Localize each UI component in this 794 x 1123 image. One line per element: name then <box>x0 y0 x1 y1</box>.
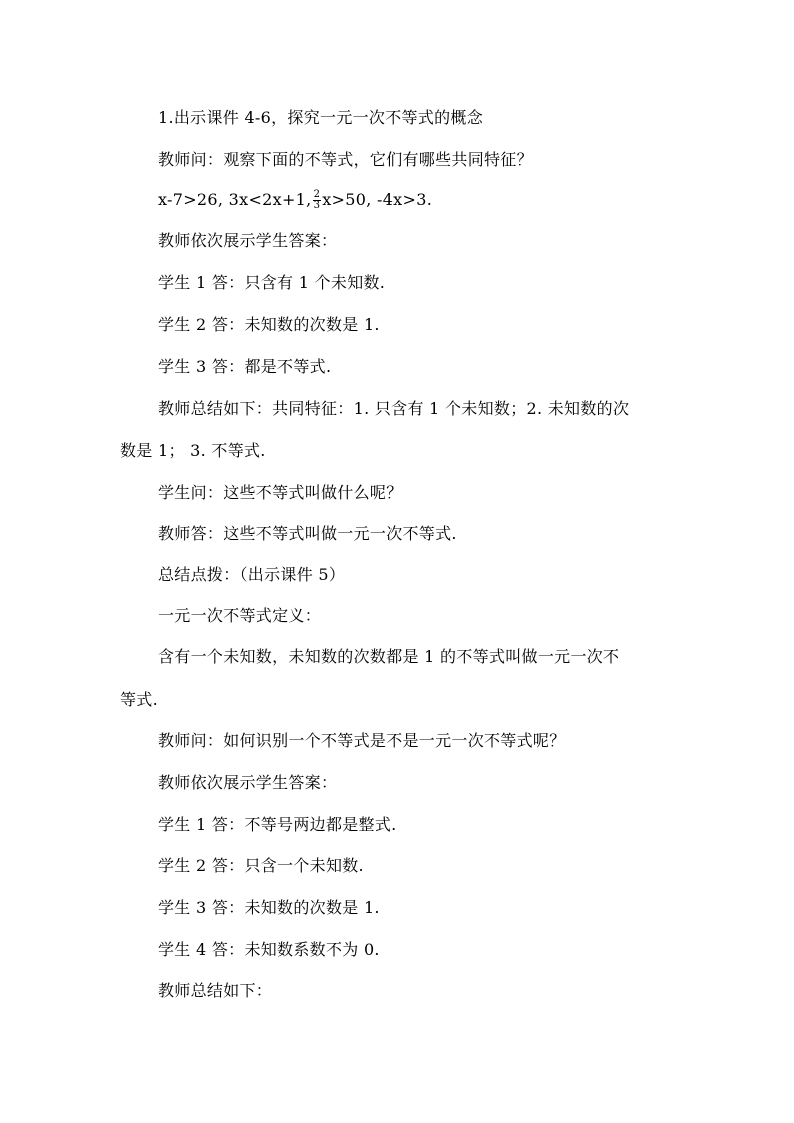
paragraph: 学生 3 答：未知数的次数是 1. <box>158 898 380 917</box>
formula-part: x-7>26, 3x<2x+1, <box>158 190 312 209</box>
paragraph: 教师答：这些不等式叫做一元一次不等式. <box>158 524 457 543</box>
paragraph: 教师依次展示学生答案： <box>158 773 338 792</box>
paragraph-continuation: 等式. <box>120 690 158 709</box>
inequality-formula <box>158 190 432 211</box>
section-heading: 1.出示课件 4-6，探究一元一次不等式的概念 <box>158 108 484 127</box>
paragraph: 学生 4 答：未知数系数不为 0. <box>158 940 380 959</box>
paragraph: 教师问：观察下面的不等式，它们有哪些共同特征？ <box>158 150 533 169</box>
paragraph: 教师总结如下：共同特征：1. 只含有 1 个未知数；2. 未知数的次 <box>158 399 630 418</box>
paragraph: 学生 1 答：不等号两边都是整式. <box>158 815 397 834</box>
paragraph: 含有一个未知数，未知数的次数都是 1 的不等式叫做一元一次不 <box>158 647 620 666</box>
formula-part: x>50, -4x>3. <box>322 190 433 209</box>
paragraph: 学生问：这些不等式叫做什么呢？ <box>158 483 403 502</box>
paragraph: 学生 3 答：都是不等式. <box>158 357 332 376</box>
paragraph: 教师依次展示学生答案： <box>158 231 338 250</box>
paragraph: 学生 2 答：未知数的次数是 1. <box>158 315 380 334</box>
paragraph-continuation: 数是 1； 3. 不等式. <box>120 441 266 460</box>
paragraph: 教师问：如何识别一个不等式是不是一元一次不等式呢？ <box>158 731 566 750</box>
fraction <box>313 190 322 211</box>
paragraph: 总结点拨：（出示课件 5） <box>158 565 346 584</box>
definition-heading: 一元一次不等式定义： <box>158 606 322 625</box>
paragraph: 学生 1 答：只含有 1 个未知数. <box>158 273 386 292</box>
paragraph: 学生 2 答：只含一个未知数. <box>158 856 364 875</box>
paragraph: 教师总结如下： <box>158 981 273 1000</box>
fraction-numerator: 2 <box>313 189 321 200</box>
fraction-denominator: 3 <box>313 200 321 211</box>
